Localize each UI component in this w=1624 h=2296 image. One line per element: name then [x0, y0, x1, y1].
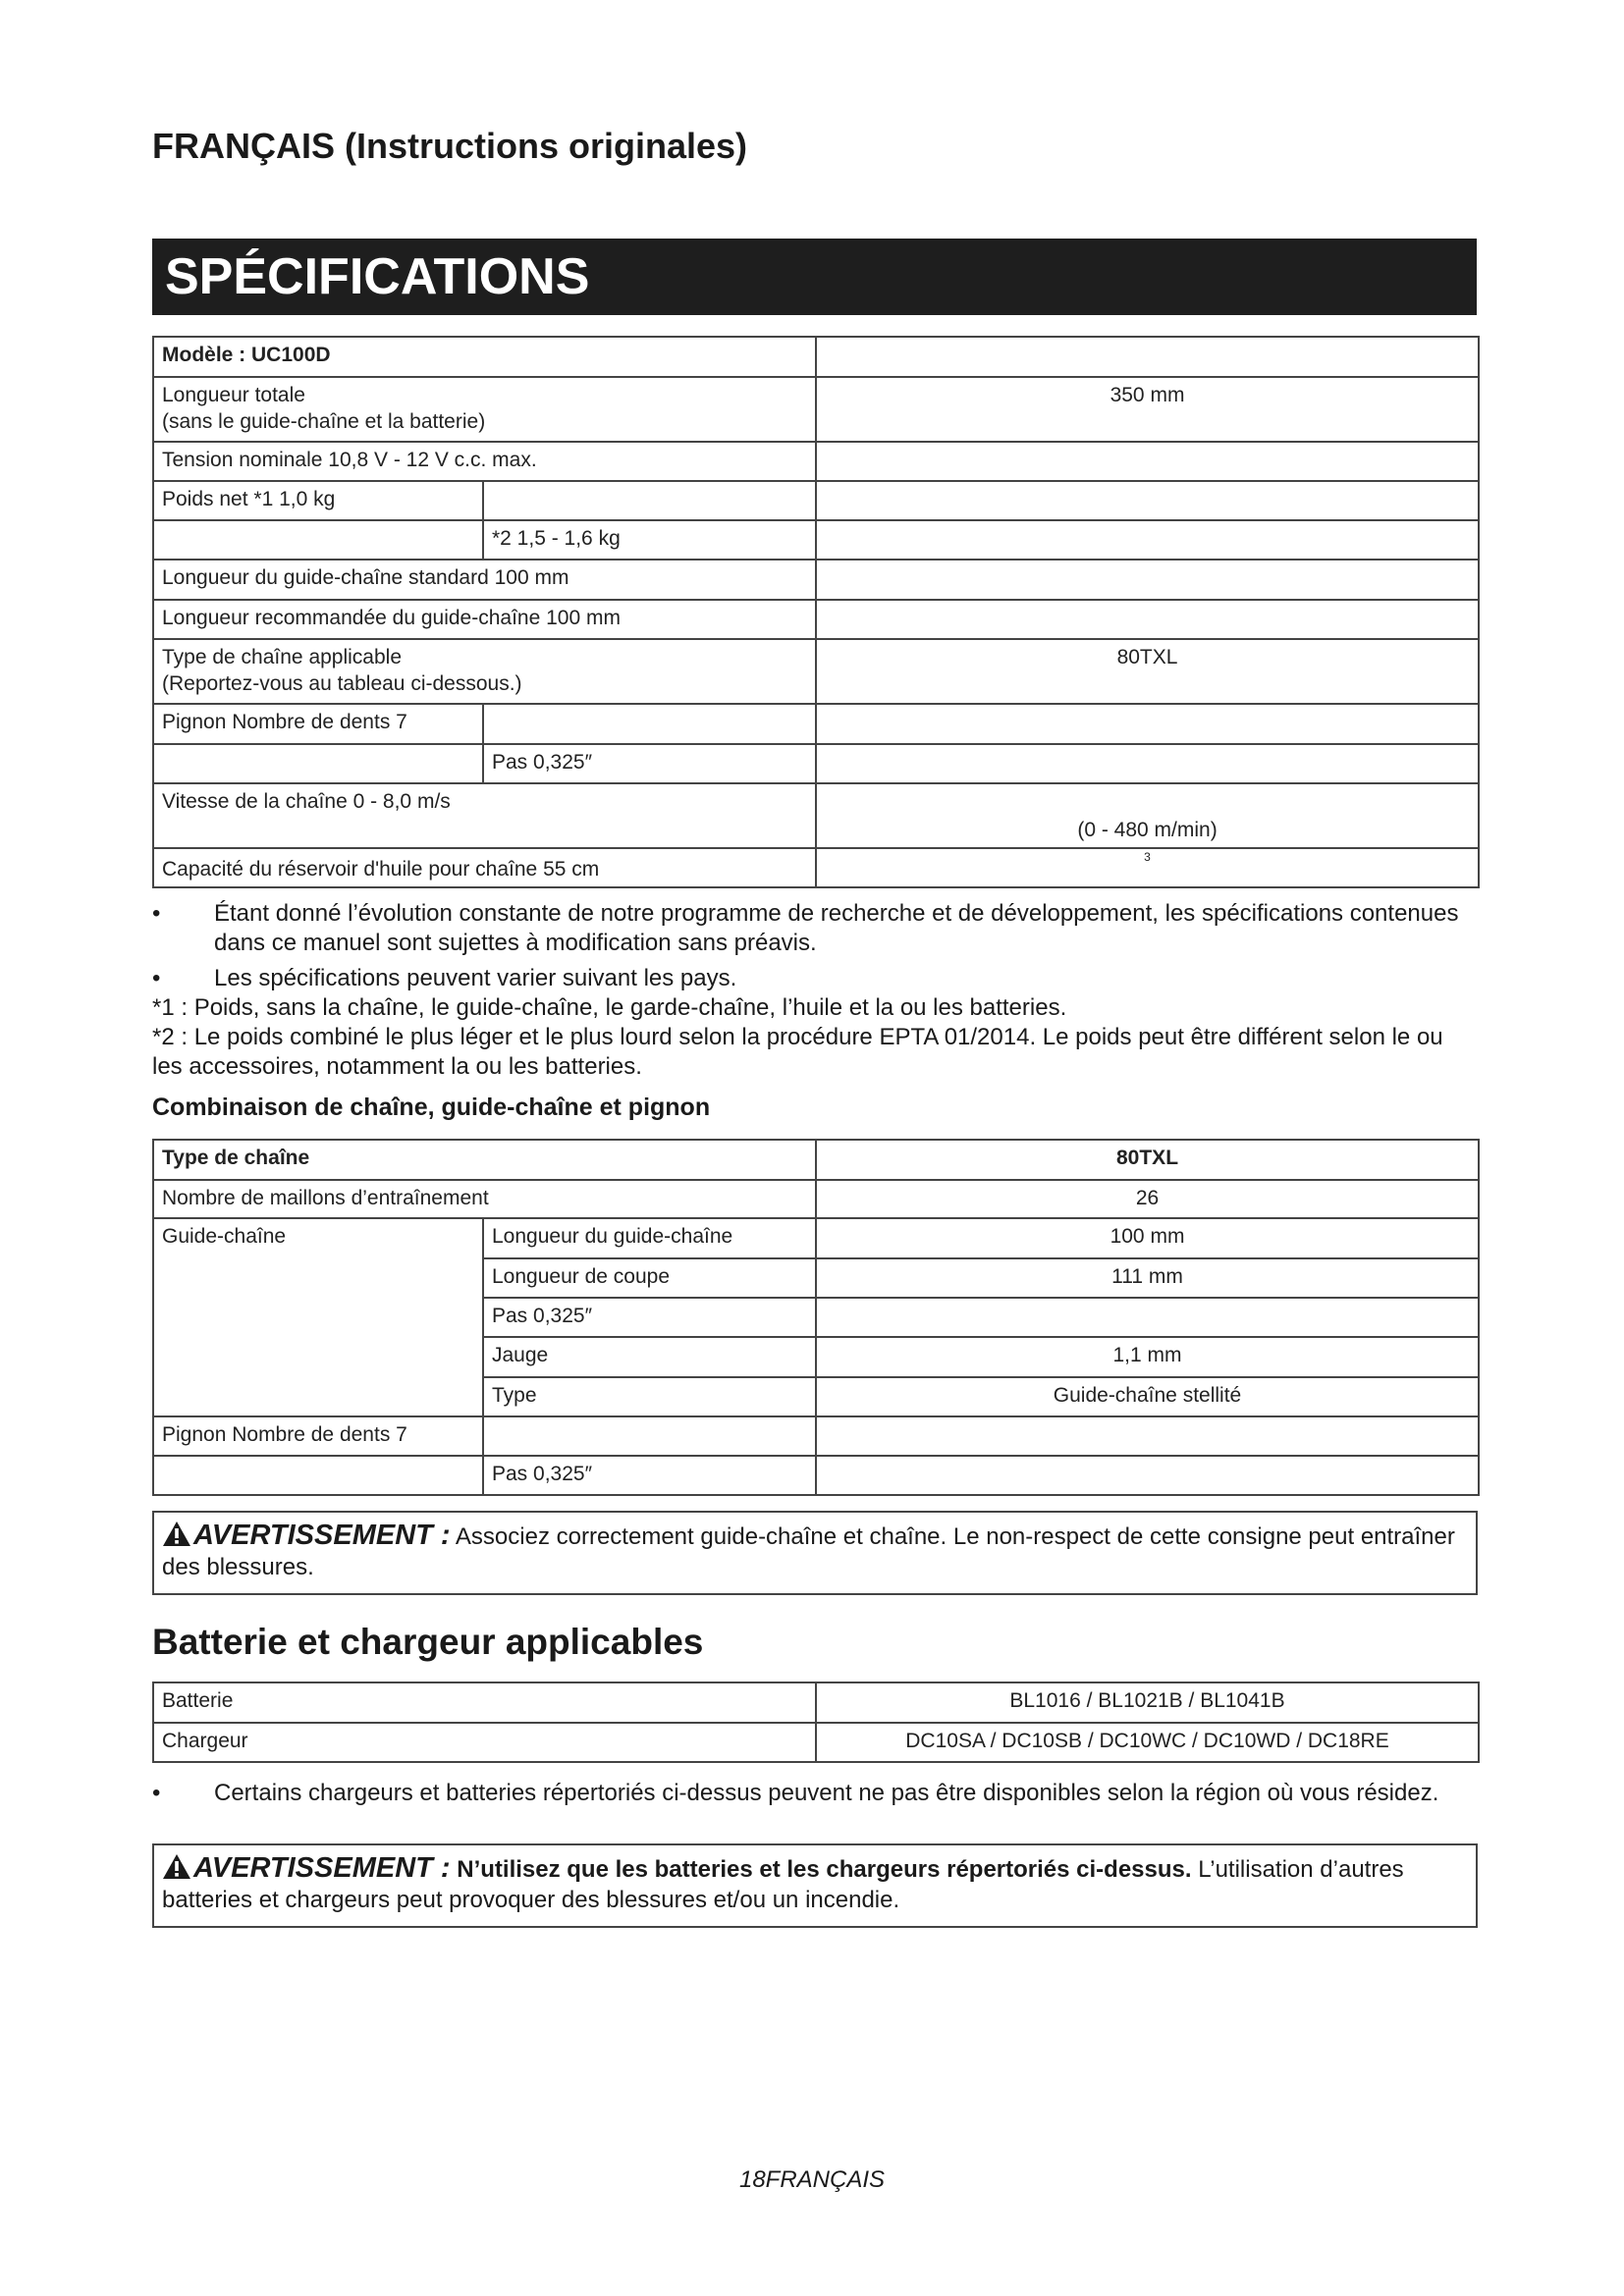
specifications-banner: SPÉCIFICATIONS: [152, 239, 1477, 315]
drive-links-label: Nombre de maillons d’entraînement: [153, 1180, 816, 1218]
rec-bar-length-value: [816, 600, 1479, 639]
sprocket-pitch-label: Pas 0,325″: [483, 744, 816, 783]
battery-value: BL1016 / BL1021B / BL1041B: [816, 1682, 1479, 1723]
guide-type-value: Guide-chaîne stellité: [816, 1377, 1479, 1416]
guide-bar-label: Guide-chaîne: [153, 1218, 483, 1416]
sprocket-pitch-value: [816, 744, 1479, 783]
voltage-value: [816, 442, 1479, 481]
battery-notes: [152, 1779, 1478, 1814]
guide-length-value: 100 mm: [816, 1218, 1479, 1258]
cut-length-value: 111 mm: [816, 1258, 1479, 1298]
voltage-label: Tension nominale 10,8 V - 12 V c.c. max.: [153, 442, 816, 481]
warning-box-battery: [152, 1843, 1478, 1928]
sprocket-teeth-empty: [483, 704, 816, 744]
footnote-1: *1 : Poids, sans la chaîne, le guide-chaîne, le garde-chaîne, l’huile et la ou les batteries.: [152, 994, 1067, 1021]
warning-icon: [162, 1521, 191, 1547]
oil-capacity-label: Capacité du réservoir d'huile pour chaîne 55 cm: [153, 848, 816, 887]
std-bar-length-label: Longueur du guide-chaîne standard 100 mm: [153, 560, 816, 600]
model-label: Modèle : UC100D: [153, 337, 816, 377]
chain-type-label: [153, 639, 816, 704]
battery-note-bullet: [152, 1779, 1478, 1808]
warning-box-chain: [152, 1511, 1478, 1595]
combo-sprocket-pitch-value: [816, 1456, 1479, 1495]
warning-title: AVERTISSEMENT :: [193, 1852, 451, 1884]
net-weight-spacer: [153, 520, 483, 560]
oil-capacity-value: [816, 848, 1479, 887]
overall-length-label-line1: Longueur totale: [162, 384, 305, 406]
charger-label: Chargeur: [153, 1723, 816, 1762]
chain-type-header: Type de chaîne: [153, 1140, 816, 1180]
gauge-label: Jauge: [483, 1337, 816, 1377]
page-header: FRANÇAIS (Instructions originales): [152, 126, 748, 166]
chain-speed-label: Vitesse de la chaîne 0 - 8,0 m/s: [153, 783, 816, 848]
net-weight-empty: [483, 481, 816, 520]
battery-label: Batterie: [153, 1682, 816, 1723]
specifications-table: [152, 336, 1480, 888]
net-weight-combined: *2 1,5 - 1,6 kg: [483, 520, 816, 560]
gauge-value: 1,1 mm: [816, 1337, 1479, 1377]
guide-type-label: Type: [483, 1377, 816, 1416]
cut-length-label: Longueur de coupe: [483, 1258, 816, 1298]
warning-text: L’utilisation d’autres batteries et chargeurs peut provoquer des blessures et/ou un incendie.: [162, 1856, 1404, 1913]
combo-sprocket-label: Pignon Nombre de dents 7: [153, 1416, 483, 1456]
combo-sprocket-spacer: [153, 1456, 483, 1495]
chain-type-header-value: 80TXL: [816, 1140, 1479, 1180]
warning-bold-text: N’utilisez que les batteries et les chargeurs répertoriés ci-dessus.: [450, 1856, 1192, 1883]
combo-sprocket-empty: [483, 1416, 816, 1456]
page-number: 18FRANÇAIS: [738, 2166, 886, 2193]
sprocket-spacer: [153, 744, 483, 783]
chain-type-label-line1: Type de chaîne applicable: [162, 646, 403, 668]
guide-pitch-value: [816, 1298, 1479, 1337]
sprocket-teeth-value: [816, 704, 1479, 744]
battery-section-heading: Batterie et chargeur applicables: [152, 1622, 704, 1662]
cubic-superscript: 3: [1144, 850, 1151, 864]
warning-icon: [162, 1853, 191, 1880]
chain-type-value: 80TXL: [816, 639, 1479, 704]
bullet-icon: •: [152, 965, 161, 991]
chain-speed-value: (0 - 480 m/min): [816, 783, 1479, 848]
net-weight-label: Poids net *1 1,0 kg: [153, 481, 483, 520]
note-bullet-1: [152, 899, 1478, 958]
drive-links-value: 26: [816, 1180, 1479, 1218]
chain-combo-heading: Combinaison de chaîne, guide-chaîne et pignon: [152, 1094, 711, 1121]
warning-title: AVERTISSEMENT :: [193, 1520, 451, 1551]
net-weight-combined-value: [816, 520, 1479, 560]
bullet-icon: •: [152, 900, 161, 927]
net-weight-value: [816, 481, 1479, 520]
guide-length-label: Longueur du guide-chaîne: [483, 1218, 816, 1258]
guide-pitch-label: Pas 0,325″: [483, 1298, 816, 1337]
footnote-2: *2 : Le poids combiné le plus léger et le plus lourd selon la procédure EPTA 01/2014. Le poids peut être différent selon le ou les accessoires, notamment la ou les batteries.: [152, 1024, 1443, 1080]
combo-sprocket-value: [816, 1416, 1479, 1456]
note-bullet-2-text: Les spécifications peuvent varier suivant les pays.: [214, 965, 737, 991]
note-bullet-1-text: Étant donné l’évolution constante de notre programme de recherche et de développement, les spécifications contenues dans ce manuel sont sujettes à modification sans préavis.: [214, 900, 1459, 956]
note-bullet-2: [152, 964, 1478, 993]
sprocket-teeth-label: Pignon Nombre de dents 7: [153, 704, 483, 744]
chain-type-label-line2: (Reportez-vous au tableau ci-dessous.): [162, 672, 522, 695]
battery-note-text: Certains chargeurs et batteries répertoriés ci-dessus peuvent ne pas être disponibles selon la région où vous résidez.: [214, 1780, 1439, 1806]
battery-charger-table: [152, 1682, 1480, 1763]
combo-sprocket-pitch: Pas 0,325″: [483, 1456, 816, 1495]
std-bar-length-value: [816, 560, 1479, 600]
overall-length-value: 350 mm: [816, 377, 1479, 442]
spec-notes: [152, 899, 1478, 1082]
bullet-icon: •: [152, 1780, 161, 1806]
chain-combination-table: [152, 1139, 1480, 1496]
rec-bar-length-label: Longueur recommandée du guide-chaîne 100 mm: [153, 600, 816, 639]
warning-text: Associez correctement guide-chaîne et chaîne. Le non-respect de cette consigne peut entraîner des blessures.: [162, 1523, 1455, 1580]
charger-value: DC10SA / DC10SB / DC10WC / DC10WD / DC18RE: [816, 1723, 1479, 1762]
overall-length-label-line2: (sans le guide-chaîne et la batterie): [162, 410, 486, 433]
overall-length-label: [153, 377, 816, 442]
model-value: [816, 337, 1479, 377]
